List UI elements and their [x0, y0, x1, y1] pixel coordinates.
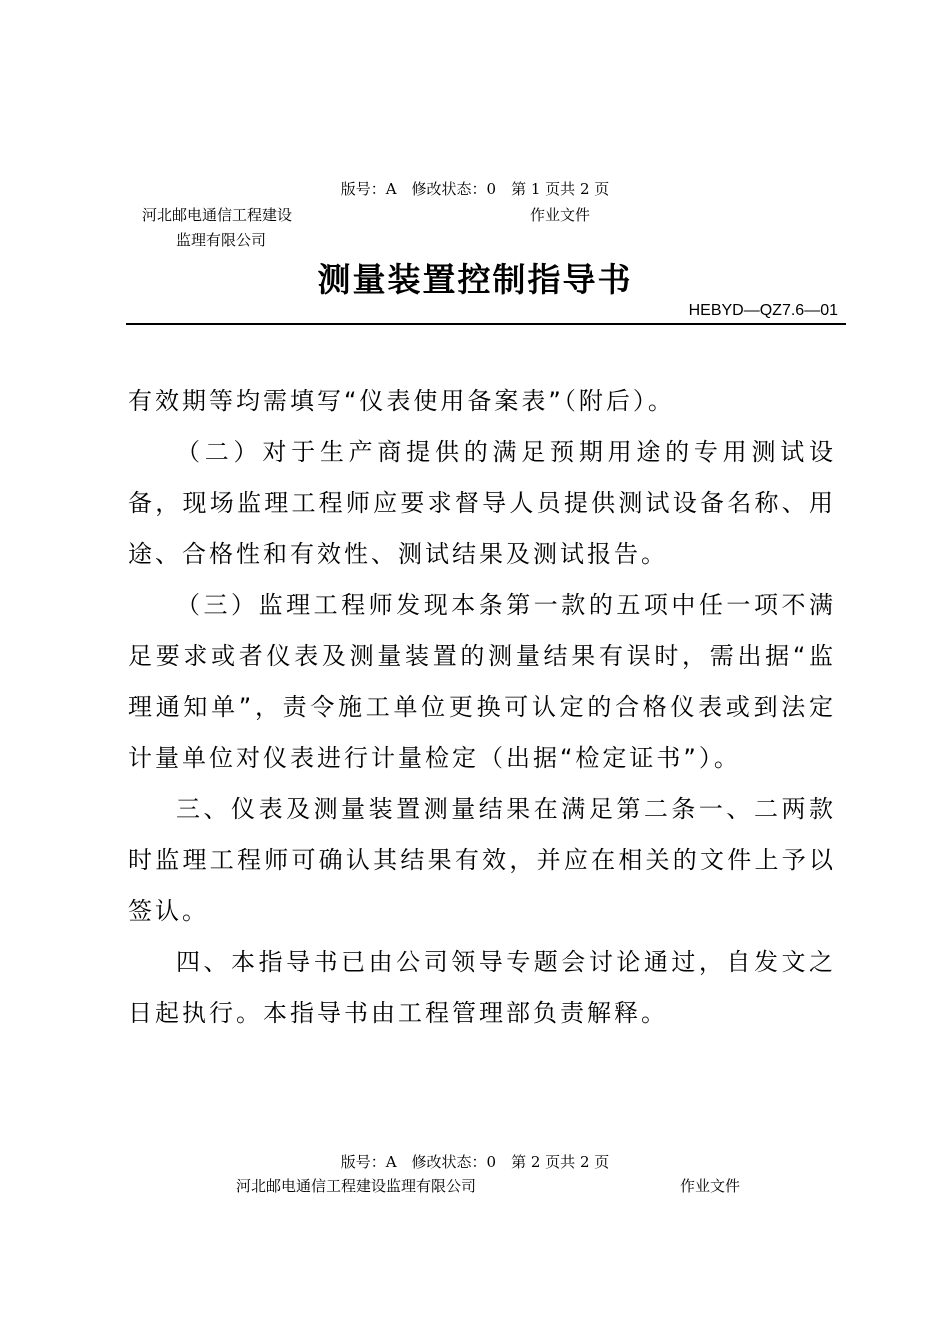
document-code: HEBYD—QZ7.6—01 [688, 302, 838, 319]
footer-version-line: 版号：A 修改状态：0 第 2 页共 2 页 [340, 1153, 610, 1171]
header-company-line-2: 监理有限公司 [176, 231, 267, 249]
header-divider [126, 323, 846, 325]
document-title: 测量装置控制指导书 [317, 260, 633, 299]
header-company-line-1: 河北邮电通信工程建设 [142, 206, 293, 224]
body-paragraph: 有效期等均需填写“仪表使用备案表”（附后）。 [128, 387, 675, 415]
document-body [128, 376, 836, 1039]
body-paragraph: （三）监理工程师发现本条第一款的五项中任一项不满足要求或者仪表及测量装置的测量结果有误时，需出据“监理通知单”，责令施工单位更换可认定的合格仪表或到法定计量单位对仪表进行计量检定（出据“检定证书”）。 [128, 591, 836, 772]
header-doc-type: 作业文件 [530, 206, 591, 224]
footer-company: 河北邮电通信工程建设监理有限公司 [236, 1177, 477, 1195]
body-paragraph: 四、本指导书已由公司领导专题会讨论通过，自发文之日起执行。本指导书由工程管理部负责解释。 [128, 948, 836, 1027]
body-paragraph: 三、仪表及测量装置测量结果在满足第二条一、二两款时监理工程师可确认其结果有效，并应在相关的文件上予以签认。 [128, 795, 836, 925]
body-paragraph: （二）对于生产商提供的满足预期用途的专用测试设备，现场监理工程师应要求督导人员提供测试设备名称、用途、合格性和有效性、测试结果及测试报告。 [128, 438, 836, 568]
footer-doc-type: 作业文件 [680, 1177, 741, 1195]
header-version-line: 版号：A 修改状态：0 第 1 页共 2 页 [340, 180, 610, 198]
